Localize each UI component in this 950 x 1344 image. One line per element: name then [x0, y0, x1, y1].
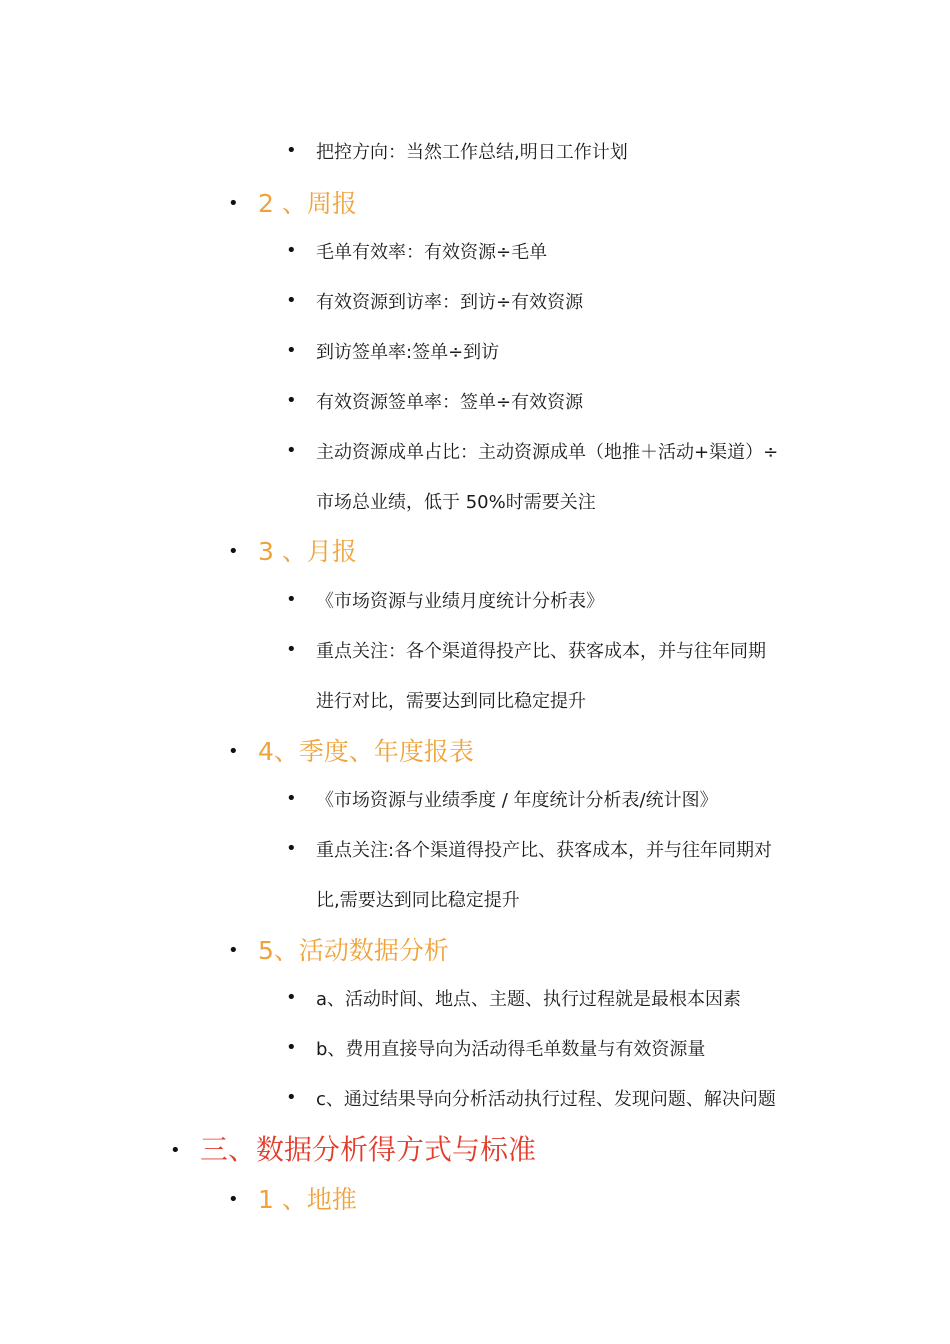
- bullet-icon: •: [286, 290, 297, 311]
- bullet-icon: •: [286, 440, 297, 461]
- bullet-icon: •: [286, 140, 297, 161]
- bullet-icon: •: [228, 940, 239, 961]
- section-heading-text: 1 、地推: [258, 1185, 357, 1214]
- list-item-text: 有效资源到访率：到访÷有效资源: [316, 292, 584, 313]
- bullet-icon: •: [228, 741, 239, 762]
- list-item-text: c、通过结果导向分析活动执行过程、发现问题、解决问题: [316, 1089, 776, 1110]
- bullet-icon: •: [286, 1087, 297, 1108]
- bullet-icon: •: [228, 1189, 239, 1210]
- list-item-text: 市场总业绩，低于 50%时需要关注: [316, 492, 596, 513]
- chapter-heading-text: 三、数据分析得方式与标准: [200, 1133, 537, 1166]
- list-item-text: 主动资源成单占比：主动资源成单（地推＋活动+渠道）÷: [316, 442, 779, 463]
- list-item-text: 进行对比，需要达到同比稳定提升: [316, 691, 586, 712]
- list-item-text: 《市场资源与业绩月度统计分析表》: [316, 591, 604, 612]
- list-item-text: a、活动时间、地点、主题、执行过程就是最根本因素: [316, 989, 742, 1010]
- section-heading-text: 3 、月报: [258, 537, 357, 566]
- bullet-icon: •: [170, 1140, 181, 1161]
- section-heading-text: 5、活动数据分析: [258, 936, 449, 965]
- bullet-icon: •: [286, 1037, 297, 1058]
- bullet-icon: •: [286, 589, 297, 610]
- list-item-text: 比,需要达到同比稳定提升: [316, 890, 520, 911]
- bullet-icon: •: [286, 639, 297, 660]
- list-item-text: 把控方向：当然工作总结,明日工作计划: [316, 142, 628, 163]
- bullet-icon: •: [228, 193, 239, 214]
- list-item-text: 到访签单率:签单÷到访: [316, 342, 500, 363]
- list-item-text: 毛单有效率：有效资源÷毛单: [316, 242, 548, 263]
- bullet-icon: •: [228, 541, 239, 562]
- section-heading-text: 4、季度、年度报表: [258, 737, 474, 766]
- list-item-text: 有效资源签单率：签单÷有效资源: [316, 392, 584, 413]
- bullet-icon: •: [286, 987, 297, 1008]
- bullet-icon: •: [286, 240, 297, 261]
- bullet-icon: •: [286, 838, 297, 859]
- list-item-text: 重点关注:各个渠道得投产比、获客成本，并与往年同期对: [316, 840, 773, 861]
- bullet-icon: •: [286, 390, 297, 411]
- list-item-text: 重点关注：各个渠道得投产比、获客成本，并与往年同期: [316, 641, 766, 662]
- bullet-icon: •: [286, 788, 297, 809]
- list-item-text: 《市场资源与业绩季度 / 年度统计分析表/统计图》: [316, 790, 718, 811]
- list-item-text: b、费用直接导向为活动得毛单数量与有效资源量: [316, 1039, 706, 1060]
- bullet-icon: •: [286, 340, 297, 361]
- section-heading-text: 2 、周报: [258, 189, 357, 218]
